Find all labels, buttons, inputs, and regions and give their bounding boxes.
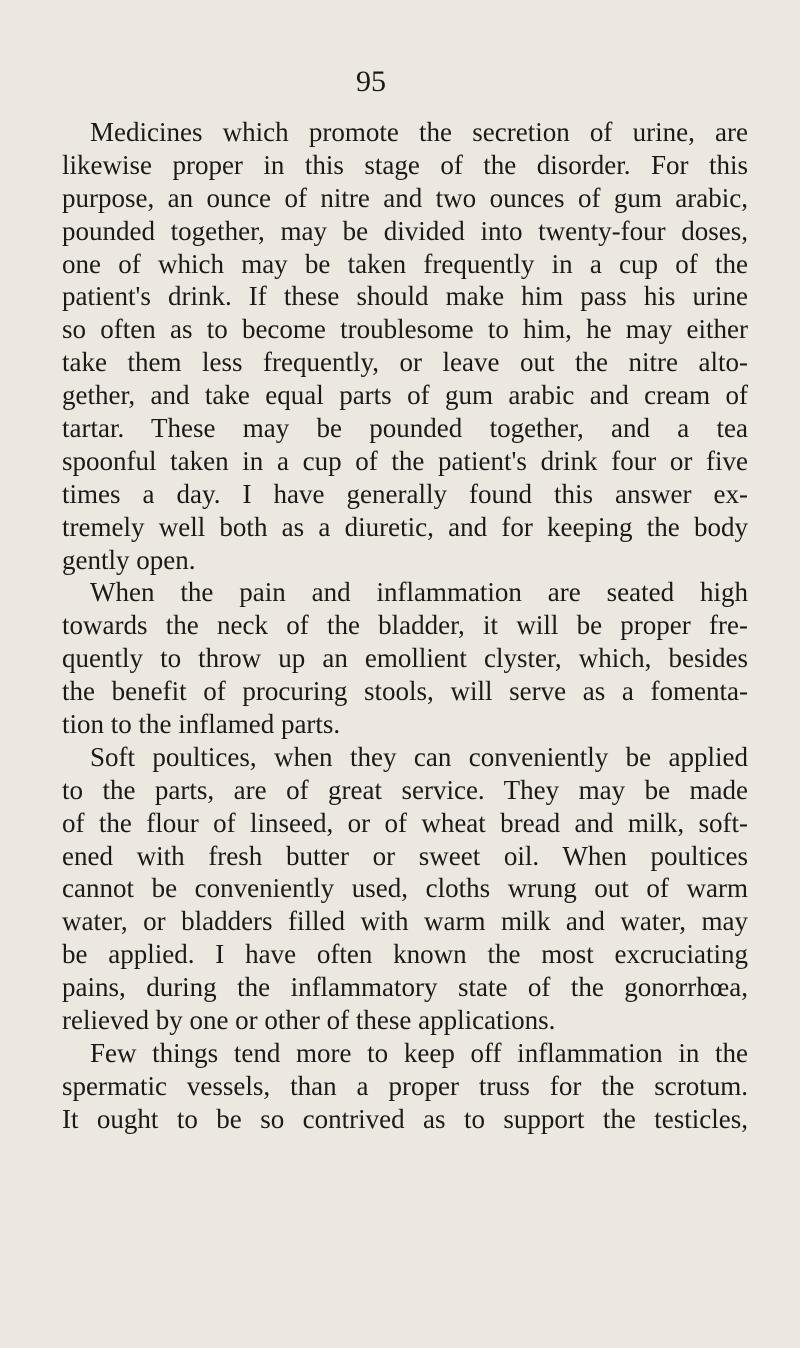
text-line: be applied. I have often known the most excruciating bbox=[62, 939, 748, 970]
text-line: tion to the inflamed parts. bbox=[62, 709, 341, 740]
text-line: so often as to become troublesome to him, he may either bbox=[62, 314, 748, 345]
text-line: Medicines which promote the secretion of urine, are bbox=[90, 117, 748, 147]
text-line: likewise proper in this stage of the disorder. For this bbox=[62, 149, 748, 180]
text-line: gether, and take equal parts of gum arabic and cream of bbox=[62, 380, 748, 411]
text-line: It ought to be so contrived as to support the testicles, bbox=[62, 1103, 748, 1134]
text-line: towards the neck of the bladder, it will be proper fre- bbox=[62, 610, 748, 641]
text-line: spermatic vessels, than a proper truss for the scrotum. bbox=[62, 1070, 748, 1101]
text-line: times a day. I have generally found this answer ex- bbox=[62, 478, 748, 509]
text-line: the benefit of procuring stools, will serve as a fomenta- bbox=[62, 676, 748, 707]
text-line: pains, during the inflammatory state of the gonorrhœa, bbox=[62, 972, 748, 1003]
text-line: spoonful taken in a cup of the patient's drink four or five bbox=[62, 445, 748, 476]
text-line: to the parts, are of great service. They may be made bbox=[62, 774, 748, 805]
text-line: Few things tend more to keep off inflammation in the bbox=[90, 1037, 748, 1068]
body-text bbox=[62, 116, 748, 1136]
text-line: water, or bladders filled with warm milk and water, may bbox=[62, 906, 748, 937]
text-line: relieved by one or other of these applications. bbox=[62, 1005, 556, 1036]
text-line: take them less frequently, or leave out the nitre alto- bbox=[62, 347, 748, 378]
text-line: Soft poultices, when they can conveniently be applied bbox=[90, 741, 748, 772]
text-line: gently open. bbox=[62, 544, 196, 575]
text-line: tartar. These may be pounded together, and a tea bbox=[62, 413, 748, 444]
text-line: of the flour of linseed, or of wheat bread and milk, soft- bbox=[62, 807, 748, 838]
text-line: one of which may be taken frequently in a cup of the bbox=[62, 248, 748, 279]
text-line: tremely well both as a diuretic, and for keeping the body bbox=[62, 511, 748, 542]
text-line: ened with fresh butter or sweet oil. When poultices bbox=[62, 840, 748, 871]
text-line: purpose, an ounce of nitre and two ounces of gum arabic, bbox=[62, 182, 748, 213]
text-line: cannot be conveniently used, cloths wrung out of warm bbox=[62, 873, 748, 904]
text-line: When the pain and inflammation are seated high bbox=[90, 577, 748, 608]
page-number: 95 bbox=[356, 65, 386, 98]
text-line: quently to throw up an emollient clyster, which, besides bbox=[62, 643, 748, 674]
text-line: pounded together, may be divided into twenty-four doses, bbox=[62, 215, 748, 246]
text-line: patient's drink. If these should make him pass his urine bbox=[62, 281, 748, 312]
